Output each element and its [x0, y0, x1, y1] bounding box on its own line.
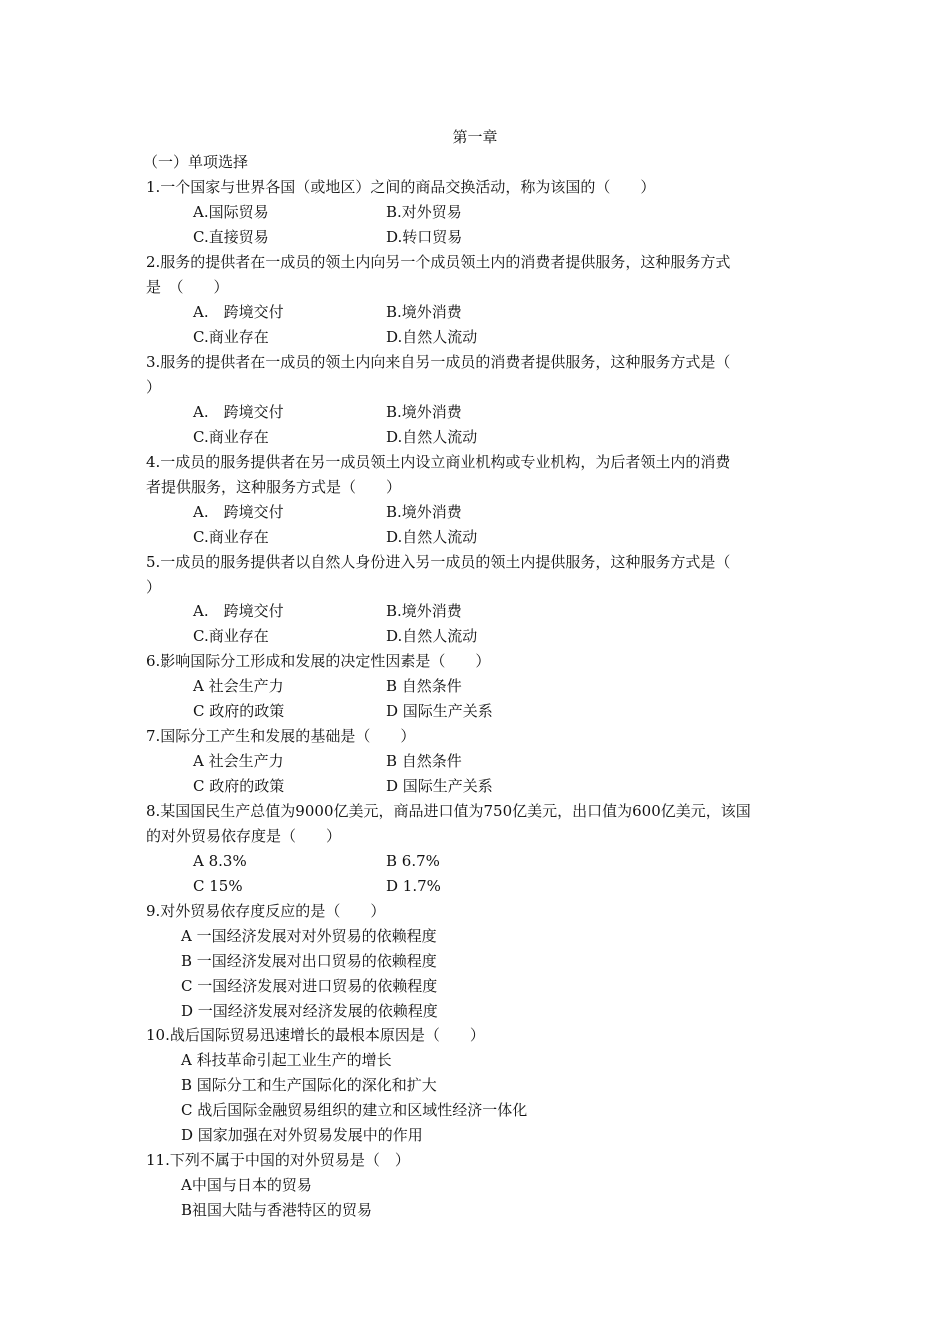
option-b: B祖国大陆与香港特区的贸易	[181, 1201, 373, 1219]
question-text: 8.某国国民生产总值为9000亿美元，商品进口值为750亿美元，出口值为600亿美元，该国	[146, 802, 751, 820]
option-c: C.直接贸易	[193, 228, 269, 246]
question-text: 1.一个国家与世界各国（或地区）之间的商品交换活动，称为该国的（ ）	[146, 178, 656, 196]
question-text-continued: 的对外贸易依存度是（ ）	[146, 827, 342, 845]
question-text: 3.服务的提供者在一成员的领土内向来自另一成员的消费者提供服务，这种服务方式是（	[146, 353, 731, 371]
section-title: （一）单项选择	[143, 153, 249, 171]
option-b: B.境外消费	[386, 602, 462, 620]
question-text-continued: ）	[146, 378, 162, 396]
option-c: C 政府的政策	[193, 702, 285, 720]
option-a: A. 跨境交付	[193, 303, 284, 321]
option-d: D 一国经济发展对经济发展的依赖程度	[181, 1002, 438, 1020]
option-a: A中国与日本的贸易	[181, 1176, 312, 1194]
option-c: C.商业存在	[193, 627, 269, 645]
option-c: C 一国经济发展对进口贸易的依赖程度	[181, 977, 438, 995]
question-text: 11.下列不属于中国的对外贸易是（ ）	[146, 1151, 410, 1169]
option-a: A. 跨境交付	[193, 503, 284, 521]
option-a: A. 跨境交付	[193, 602, 284, 620]
option-b: B 一国经济发展对出口贸易的依赖程度	[181, 952, 437, 970]
question-text: 10.战后国际贸易迅速增长的最根本原因是（ ）	[146, 1026, 485, 1044]
option-a: A 8.3%	[193, 852, 247, 870]
question-text-continued: 者提供服务，这种服务方式是（ ）	[146, 478, 402, 496]
option-b: B 自然条件	[386, 752, 462, 770]
option-d: D 国际生产关系	[386, 777, 493, 795]
option-b: B.对外贸易	[386, 203, 462, 221]
option-d: D 1.7%	[386, 877, 441, 895]
option-a: A. 跨境交付	[193, 403, 284, 421]
option-d: D.转口贸易	[386, 228, 463, 246]
option-a: A 一国经济发展对对外贸易的依赖程度	[181, 927, 437, 945]
question-text: 9.对外贸易依存度反应的是（ ）	[146, 902, 386, 920]
option-b: B.境外消费	[386, 403, 462, 421]
option-d: D.自然人流动	[386, 428, 478, 446]
question-text: 2.服务的提供者在一成员的领土内向另一个成员领土内的消费者提供服务，这种服务方式	[146, 253, 731, 271]
option-c: C.商业存在	[193, 528, 269, 546]
option-c: C 战后国际金融贸易组织的建立和区域性经济一体化	[181, 1101, 528, 1119]
option-c: C 15%	[193, 877, 243, 895]
option-c: C 政府的政策	[193, 777, 285, 795]
option-c: C.商业存在	[193, 428, 269, 446]
option-c: C.商业存在	[193, 328, 269, 346]
option-a: A 社会生产力	[193, 677, 284, 695]
chapter-title: 第一章	[452, 128, 498, 146]
question-text: 4.一成员的服务提供者在另一成员领土内设立商业机构或专业机构，为后者领土内的消费	[146, 453, 731, 471]
option-d: D.自然人流动	[386, 528, 478, 546]
option-b: B 6.7%	[386, 852, 440, 870]
option-d: D 国家加强在对外贸易发展中的作用	[181, 1126, 423, 1144]
option-a: A.国际贸易	[193, 203, 269, 221]
question-text-continued: 是 （ ）	[146, 278, 229, 296]
option-b: B 自然条件	[386, 677, 462, 695]
option-d: D.自然人流动	[386, 627, 478, 645]
question-text: 7.国际分工产生和发展的基础是（ ）	[146, 727, 416, 745]
question-text-continued: ）	[146, 578, 162, 596]
question-text: 5.一成员的服务提供者以自然人身份进入另一成员的领土内提供服务，这种服务方式是（	[146, 553, 731, 571]
option-a: A 科技革命引起工业生产的增长	[181, 1051, 392, 1069]
option-d: D 国际生产关系	[386, 702, 493, 720]
option-b: B 国际分工和生产国际化的深化和扩大	[181, 1076, 437, 1094]
question-text: 6.影响国际分工形成和发展的决定性因素是（ ）	[146, 652, 491, 670]
option-b: B.境外消费	[386, 303, 462, 321]
option-b: B.境外消费	[386, 503, 462, 521]
option-d: D.自然人流动	[386, 328, 478, 346]
option-a: A 社会生产力	[193, 752, 284, 770]
